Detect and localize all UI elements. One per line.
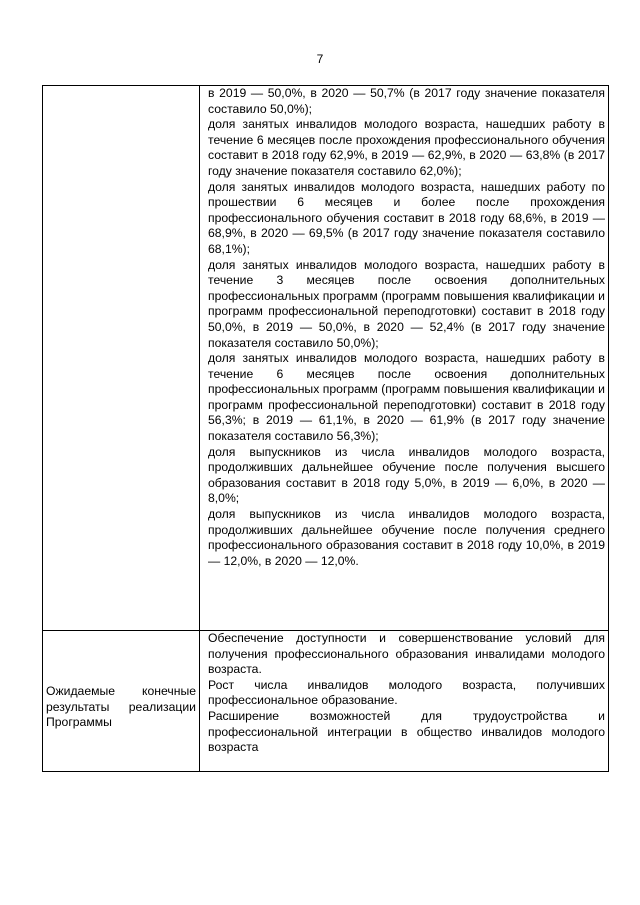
- indicator-paragraph: доля занятых инвалидов молодого возраста, нашедших работу в течение 6 месяцев после прохождения профессионального обучения составит в 2018 году 62,9%, в 2019 — 62,9%, в 2020 — 63,8% (в 2017 году значение показателя составило 62,0%);: [208, 117, 605, 178]
- result-paragraph: Рост числа инвалидов молодого возраста, получивших профессиональное образование.: [208, 677, 605, 708]
- table-row-expected-results: [43, 631, 609, 772]
- page-number: 7: [316, 52, 324, 66]
- label-cell-empty: [43, 86, 200, 631]
- indicator-paragraph: доля занятых инвалидов молодого возраста, нашедших работу в течение 6 месяцев после освоения дополнительных профессиональных программ (программ повышения квалификации и программ профессиональной переподготовки) составит в 2018 году 56,3%; в 2019 — 61,1%, в 2020 — 61,9% (в 2017 году значение показателя составило 56,3%);: [208, 351, 605, 444]
- indicator-paragraph: доля выпускников из числа инвалидов молодого возраста, продолживших дальнейшее обучение после получения среднего профессионального образования составит в 2018 году 10,0%, в 2019 — 12,0%, в 2020 — 12,0%.: [208, 507, 605, 568]
- indicator-paragraph: доля занятых инвалидов молодого возраста, нашедших работу в течение 3 месяцев после освоения дополнительных профессиональных программ (программ повышения квалификации и программ профессиональной переподготовки) составит в 2018 году 50,0%, в 2019 — 50,0%, в 2020 — 52,4% (в 2017 году значение показателя составило 50,0%);: [208, 257, 605, 350]
- indicators-cell: [200, 86, 609, 631]
- table-row-indicators: [43, 86, 609, 631]
- indicator-paragraph: доля выпускников из числа инвалидов молодого возраста, продолживших дальнейшее обучение после получения высшего образования составит в 2018 году 5,0%, в 2019 — 6,0%, в 2020 — 8,0%;: [208, 444, 605, 506]
- expected-results-cell: [200, 631, 609, 772]
- expected-results-label: Ожидаемые конечные результаты реализации Программы: [46, 684, 196, 730]
- result-paragraph: Расширение возможностей для трудоустройства и профессиональной интеграции в общество инвалидов молодого возраста: [208, 708, 605, 755]
- indicator-paragraph: доля занятых инвалидов молодого возраста, нашедших работу по прошествии 6 месяцев и более после прохождения профессионального обучения составит в 2018 году 68,6%, в 2019 — 68,9%, в 2020 — 69,5% (в 2017 году значение показателя составило 68,1%);: [208, 179, 605, 256]
- result-paragraph: Обеспечение доступности и совершенствование условий для получения профессионального образования инвалидами молодого возраста.: [208, 631, 605, 677]
- indicator-paragraph: в 2019 — 50,0%, в 2020 — 50,7% (в 2017 году значение показателя составило 50,0%);: [208, 86, 605, 116]
- passport-table: [42, 85, 609, 772]
- expected-results-label-cell: [43, 631, 200, 772]
